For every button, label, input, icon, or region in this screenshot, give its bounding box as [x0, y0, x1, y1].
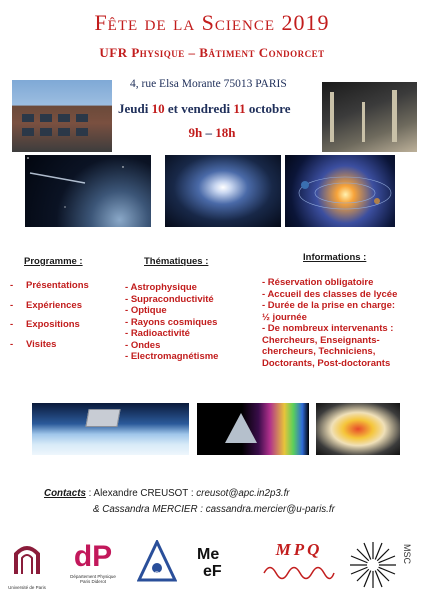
list-item: - Rayons cosmiques — [125, 316, 218, 328]
apc-logo — [137, 540, 177, 590]
date-first: 10 — [151, 101, 165, 116]
list-item: - Durée de la prise en charge: — [262, 300, 396, 311]
contact-2-row — [93, 504, 335, 515]
list-item: - Radioactivité — [125, 328, 190, 339]
list-item: - Présentations — [10, 280, 89, 291]
msc-burst-icon — [350, 540, 396, 590]
mpq-wave-icon — [262, 560, 336, 586]
programme-heading: Programme : — [24, 256, 83, 267]
dates-prefix: Jeudi — [118, 101, 152, 116]
list-item: - Expériences — [10, 299, 82, 311]
contacts-label: Contacts — [44, 488, 86, 499]
list-item: ½ journée — [262, 311, 307, 323]
space-image-planet — [25, 155, 151, 227]
list-item: - Ondes — [125, 339, 161, 351]
poster-title: Fête de la Science 2019 — [94, 10, 330, 35]
prism-shape — [225, 413, 257, 443]
meef-logo — [197, 540, 242, 590]
apc-text: APC — [150, 572, 164, 578]
universite-de-paris-caption: Université de Paris — [8, 585, 46, 590]
thematiques-list — [125, 282, 218, 363]
dates-suffix: octobre — [245, 101, 291, 116]
space-image-solar-system — [285, 155, 395, 227]
dp-monogram: dP — [73, 540, 113, 573]
list-item: - Visites — [10, 338, 57, 350]
list-item: - De nombreux intervenants : — [262, 323, 394, 334]
simulation-image — [316, 403, 400, 455]
hours-start: 9h — [188, 125, 203, 140]
contacts-block — [44, 488, 335, 515]
thematiques-heading: Thématiques : — [144, 256, 209, 267]
contact-2-name: & Cassandra MERCIER : — [93, 504, 206, 515]
departement-physique-logo — [70, 540, 116, 590]
building-photo — [12, 80, 112, 152]
meef-line-2: eF — [203, 563, 222, 580]
mpq-logo — [262, 540, 336, 590]
date-second: 11 — [233, 101, 246, 116]
universite-de-paris-logo — [8, 540, 46, 590]
poster-subtitle: UFR Physique – Bâtiment Condorcet — [99, 45, 325, 60]
contact-1-name: : Alexandre CREUSOT : — [85, 488, 197, 499]
informations-heading: Informations : — [303, 252, 367, 263]
programme-list — [10, 280, 89, 358]
dates-mid: et vendredi — [164, 101, 234, 116]
meef-line-1: Me — [197, 546, 220, 563]
contact-1-email[interactable]: creusot@apc.in2p3.fr — [196, 488, 290, 499]
space-image-galaxy — [165, 155, 281, 227]
lab-photo — [322, 82, 417, 152]
list-item: - Electromagnétisme — [125, 351, 219, 362]
msc-text — [400, 544, 410, 564]
mpq-text: MPQ — [275, 540, 323, 559]
informations-list — [262, 277, 397, 369]
prism-image — [197, 403, 309, 455]
event-address: 4, rue Elsa Morante 75013 PARIS — [130, 78, 287, 90]
event-dates — [118, 101, 291, 117]
list-item: - Supraconductivité — [125, 293, 214, 305]
contact-2-email[interactable]: cassandra.mercier@u-paris.fr — [205, 504, 335, 515]
dp-caption: Département Physique Paris Diderot — [70, 574, 116, 584]
list-item: - Astrophysique — [125, 282, 197, 293]
hours-end: 18h — [215, 125, 236, 140]
list-item: chercheurs, Techniciens, — [262, 346, 376, 357]
comet-illustration — [25, 155, 151, 227]
list-item: Doctorants, Post-doctorants — [262, 357, 391, 369]
cosmic-ray-image — [32, 403, 189, 455]
msc-text-value: MSC — [402, 544, 412, 564]
msc-logo — [350, 540, 416, 590]
detector-cube — [85, 409, 120, 427]
list-item: Chercheurs, Enseignants- — [262, 334, 380, 346]
orbit-illustration — [285, 155, 395, 227]
list-item: - Expositions — [10, 319, 80, 330]
list-item: - Optique — [125, 305, 167, 316]
list-item: - Accueil des classes de lycée — [262, 288, 398, 300]
list-item: - Réservation obligatoire — [262, 277, 374, 288]
hours-separator: – — [202, 125, 216, 140]
